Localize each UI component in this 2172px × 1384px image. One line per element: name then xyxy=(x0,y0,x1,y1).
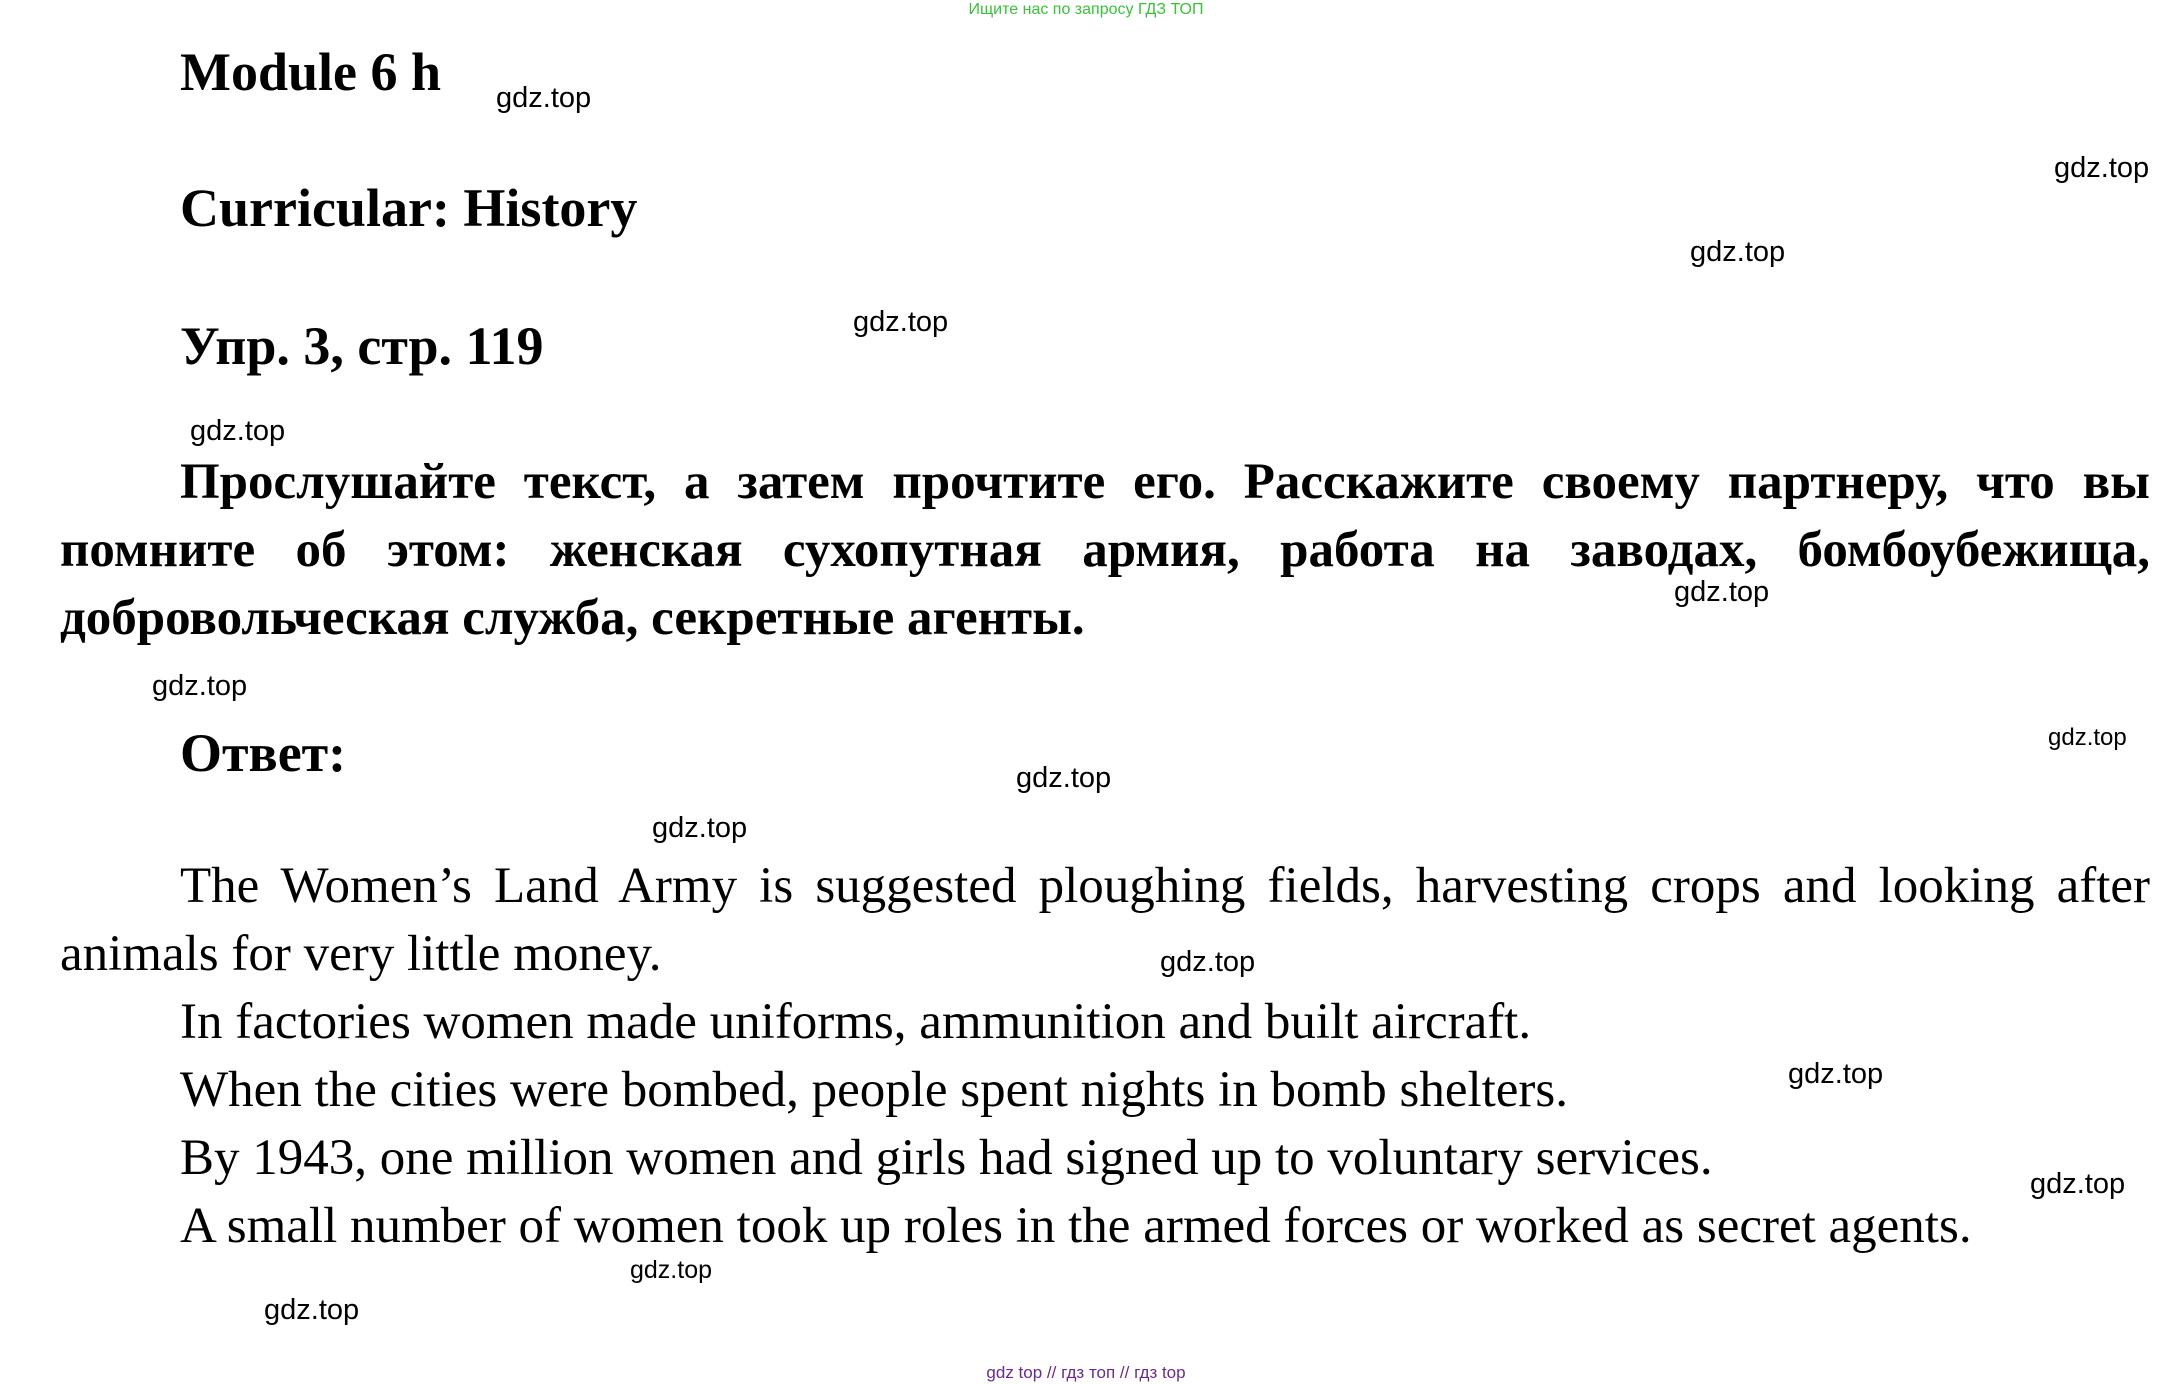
watermark: gdz.top xyxy=(853,306,949,338)
footer-watermark: gdz top // гдз топ // гдз top xyxy=(986,1363,1186,1382)
watermark: gdz.top xyxy=(496,82,592,114)
exercise-title: Упр. 3, стр. 119 xyxy=(180,316,544,376)
module-title: Module 6 h xyxy=(180,42,442,102)
answer-label: Ответ: xyxy=(180,723,347,783)
watermark: gdz.top xyxy=(1690,236,1786,268)
curricular-title: Curricular: History xyxy=(180,178,638,238)
watermark: gdz.top xyxy=(2048,724,2127,751)
watermark: gdz.top xyxy=(190,415,286,447)
answer-paragraph: By 1943, one million women and girls had signed up to voluntary services. xyxy=(180,1130,1713,1186)
watermark: gdz.top xyxy=(630,1256,713,1284)
answer-paragraph: When the cities were bombed, people spent nights in bomb shelters. xyxy=(180,1062,1569,1118)
watermark: gdz.top xyxy=(1788,1058,1884,1090)
search-hint-banner: Ищите нас по запросу ГДЗ ТОП xyxy=(968,1,1204,18)
answer-paragraph: In factories women made uniforms, ammunition and built aircraft. xyxy=(180,994,1532,1050)
answer-paragraph: A small number of women took up roles in the armed forces or worked as secret agents. xyxy=(180,1198,1972,1254)
answer-paragraph: The Women’s Land Army is suggested ploughing fields, harvesting crops and looking after animals for very little money. xyxy=(60,858,2150,982)
watermark: gdz.top xyxy=(652,812,748,844)
watermark: gdz.top xyxy=(2030,1168,2126,1200)
task-instructions: Прослушайте текст, а затем прочтите его. Расскажите своему партнеру, что вы помните об этом: женская сухопутная армия, работа на заводах, бомбоубежища, добровольческая служба, секретные агенты. xyxy=(60,454,2150,646)
watermark: gdz.top xyxy=(2054,152,2150,184)
watermark: gdz.top xyxy=(1016,762,1112,794)
watermark: gdz.top xyxy=(264,1294,360,1326)
watermark: gdz.top xyxy=(152,670,248,702)
watermark: gdz.top xyxy=(1674,576,1770,608)
watermark: gdz.top xyxy=(1160,946,1256,978)
answer-text xyxy=(60,852,2150,1260)
